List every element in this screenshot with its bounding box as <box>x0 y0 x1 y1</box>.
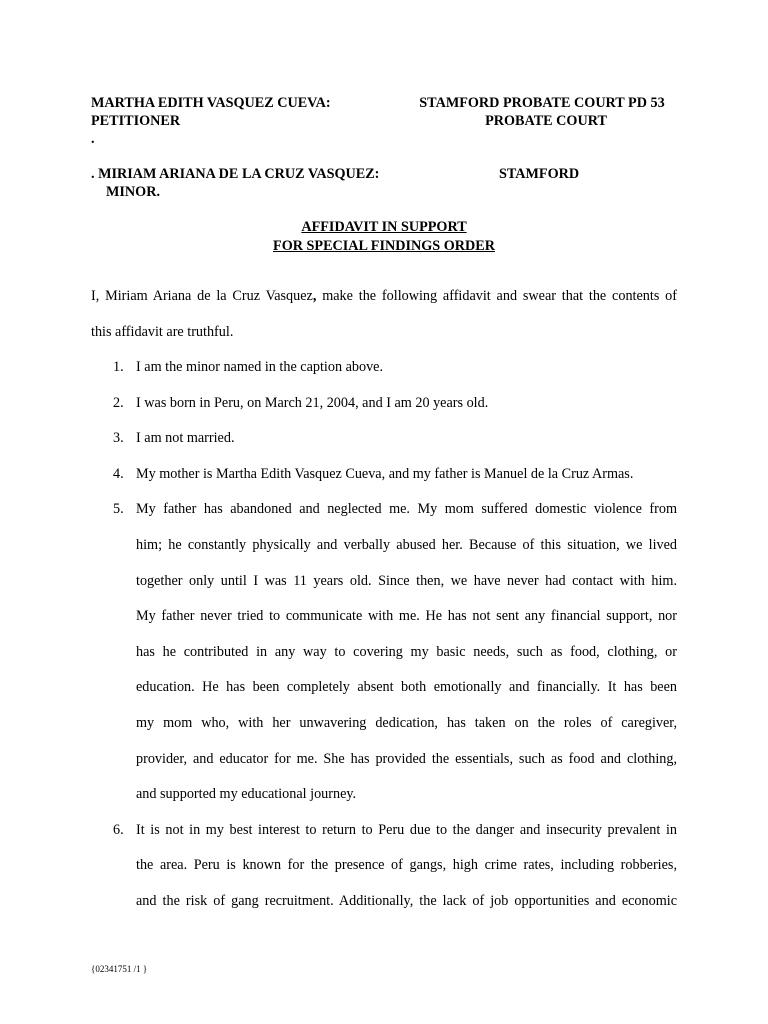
list-item-number: 6. <box>113 821 124 838</box>
list-item-number: 5. <box>113 501 124 518</box>
list-item <box>91 813 677 920</box>
footer-doc-id: {02341751 /1 } <box>91 964 148 974</box>
list-item-line: my mom who, with her unwavering dedication, has taken on the roles of caregiver, <box>136 714 677 731</box>
intro-line-1 <box>91 279 677 315</box>
document-title-line-2: FOR SPECIAL FINDINGS ORDER <box>273 238 495 254</box>
court-name: STAMFORD PROBATE COURT PD 53 <box>419 95 665 111</box>
list-item-line: provider, and educator for me. She has provided the essentials, such as food and clothing, <box>136 750 677 767</box>
affiant-name: I, Miriam Ariana de la Cruz Vasquez <box>91 288 313 304</box>
list-item <box>91 492 677 812</box>
list-item-line: I am the minor named in the caption above. <box>136 359 384 375</box>
list-item <box>91 350 677 386</box>
list-item-line: I was born in Peru, on March 21, 2004, and I am 20 years old. <box>136 394 489 411</box>
minor-role: MINOR. <box>106 184 160 200</box>
list-item-number: 3. <box>113 430 124 447</box>
intro-paragraph <box>91 279 677 350</box>
court-type: PROBATE COURT <box>485 113 607 129</box>
list-item-line: him; he constantly physically and verbally abused her. Because of this situation, we lived <box>136 536 677 553</box>
list-item-line: and supported my educational journey. <box>136 786 357 803</box>
list-item-line: My father has abandoned and neglected me. My mom suffered domestic violence from <box>136 501 677 518</box>
petitioner-name: MARTHA EDITH VASQUEZ CUEVA: <box>91 95 331 111</box>
affiant-comma: , <box>312 288 317 304</box>
list-item-line: My father never tried to communicate with me. He has not sent any financial support, nor <box>136 608 677 625</box>
court-location-block <box>499 165 579 183</box>
court-block <box>407 94 677 130</box>
minor-block <box>91 165 379 201</box>
petitioner-block <box>91 94 331 148</box>
list-item-line: It is not in my best interest to return to Peru due to the danger and insecurity prevalent in <box>136 821 677 838</box>
list-item <box>91 421 677 457</box>
intro-line-1-rest: make the following affidavit and swear that the contents of <box>316 288 677 304</box>
list-item <box>91 386 677 422</box>
list-item-line: the area. Peru is known for the presence of gangs, high crime rates, including robberies, <box>136 857 677 874</box>
list-item <box>91 457 677 493</box>
intro-line-2: this affidavit are truthful. <box>91 323 234 340</box>
list-item-line: I am not married. <box>136 430 235 447</box>
list-item-number: 2. <box>113 394 124 411</box>
list-item-number: 4. <box>113 465 124 482</box>
document-title-line-1: AFFIDAVIT IN SUPPORT <box>301 219 467 235</box>
petitioner-dot: . <box>91 131 95 147</box>
list-item-line: has he contributed in any way to covering my basic needs, such as food, clothing, or <box>136 643 677 660</box>
list-item-line: together only until I was 11 years old. Since then, we have never had contact with him. <box>136 572 677 589</box>
list-item-line: education. He has been completely absent both emotionally and financially. It has been <box>136 679 677 696</box>
court-location: STAMFORD <box>499 166 580 182</box>
numbered-list <box>91 350 677 920</box>
list-item-number: 1. <box>113 359 124 375</box>
list-item-line: and the risk of gang recruitment. Additionally, the lack of job opportunities and economic <box>136 892 677 909</box>
petitioner-role: PETITIONER <box>91 113 181 129</box>
list-item-line: My mother is Martha Edith Vasquez Cueva, and my father is Manuel de la Cruz Armas. <box>136 465 634 482</box>
minor-name: . MIRIAM ARIANA DE LA CRUZ VASQUEZ: <box>91 166 380 182</box>
